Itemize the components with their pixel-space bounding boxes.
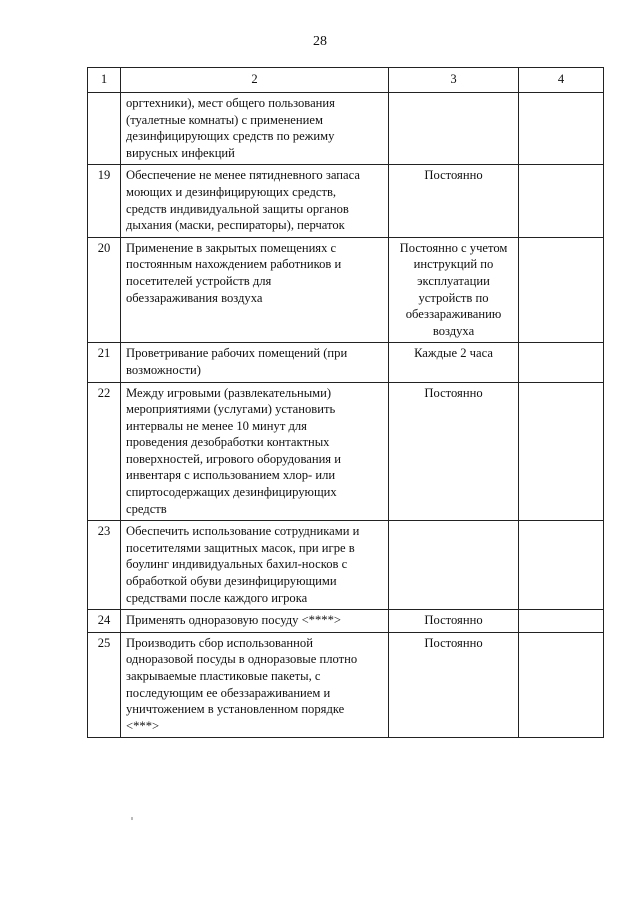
measure-description-line: Применять одноразовую посуду <****> xyxy=(126,613,341,628)
table-row xyxy=(88,382,604,521)
measure-description-line: дыхания (маски, респираторы), перчаток xyxy=(126,218,345,233)
frequency-line: устройств по xyxy=(418,290,489,305)
row-number-cell: 20 xyxy=(88,237,121,343)
note-cell xyxy=(519,165,604,237)
table-body xyxy=(88,93,604,738)
measure-description-line: Обеспечение не менее пятидневного запаса xyxy=(126,168,360,183)
measure-description-line: поверхностей, игрового оборудования и xyxy=(126,451,341,466)
measure-description-cell xyxy=(121,237,389,343)
row-number-cell: 19 xyxy=(88,165,121,237)
measure-description-line: Проветривание рабочих помещений (при xyxy=(126,346,348,361)
frequency-cell xyxy=(389,343,519,382)
row-number-cell: 21 xyxy=(88,343,121,382)
note-cell xyxy=(519,93,604,165)
table-row xyxy=(88,237,604,343)
measures-table xyxy=(87,67,604,738)
frequency-line: Постоянно xyxy=(424,613,483,628)
measure-description-line: боулинг индивидуальных бахил-носков с xyxy=(126,557,348,572)
measure-description-line: средств индивидуальной защиты органов xyxy=(126,201,349,216)
header-cell-1: 1 xyxy=(88,68,121,93)
measure-description-line: мероприятиями (услугами) установить xyxy=(126,402,336,417)
frequency-cell xyxy=(389,382,519,521)
measure-description-line: закрываемые пластиковые пакеты, с xyxy=(126,669,321,683)
measure-description-line: средствами после каждого игрока xyxy=(126,590,308,605)
frequency-cell xyxy=(389,521,519,610)
measure-description-line: посетителями защитных масок, при игре в xyxy=(126,540,355,555)
measure-description-cell xyxy=(121,165,389,237)
frequency-line: Постоянно xyxy=(424,635,483,650)
note-cell xyxy=(519,521,604,610)
frequency-cell xyxy=(389,632,519,738)
frequency-line: эксплуатации xyxy=(417,273,490,288)
measure-description-line: обработкой обуви дезинфицирующими xyxy=(126,574,337,589)
row-number-cell: 25 xyxy=(88,632,121,738)
table-row xyxy=(88,610,604,633)
page-number: 28 xyxy=(313,34,327,49)
frequency-cell xyxy=(389,237,519,343)
measure-description-line: дезинфицирующих средств по режиму xyxy=(126,129,335,144)
note-cell xyxy=(519,343,604,382)
note-cell xyxy=(519,237,604,343)
measure-description-line: Применение в закрытых помещениях с xyxy=(126,240,337,255)
table-row xyxy=(88,632,604,738)
measure-description-line: постоянным нахождением работников и xyxy=(126,257,342,272)
frequency-line: инструкций по xyxy=(413,257,494,272)
measure-description-line: проведения дезобработки контактных xyxy=(126,435,330,450)
row-number-cell: 23 xyxy=(88,521,121,610)
measure-description-line: посетителей устройств для xyxy=(126,273,272,288)
measure-description-line: Между игровыми (развлекательными) xyxy=(126,385,332,400)
frequency-cell xyxy=(389,165,519,237)
frequency-line: обеззараживанию xyxy=(405,307,502,322)
header-cell-3: 3 xyxy=(389,68,519,93)
measure-description-cell xyxy=(121,382,389,521)
header-cell-2: 2 xyxy=(121,68,389,93)
measure-description-cell xyxy=(121,521,389,610)
measure-description-cell xyxy=(121,343,389,382)
note-cell xyxy=(519,382,604,521)
measure-description-cell xyxy=(121,610,389,633)
measure-description-line: обеззараживания воздуха xyxy=(126,290,263,305)
note-cell xyxy=(519,610,604,633)
table-row xyxy=(88,343,604,382)
measure-description-line: Производить сбор использованной xyxy=(126,635,313,650)
measure-description-line: спиртосодержащих дезинфицирующих xyxy=(126,485,337,500)
table-header-row xyxy=(88,68,604,93)
frequency-cell xyxy=(389,93,519,165)
frequency-line: Постоянно xyxy=(424,385,483,400)
measure-description-line: (туалетные комнаты) с применением xyxy=(126,112,323,127)
measure-description-line: <***> xyxy=(126,718,160,733)
frequency-line: Каждые 2 часа xyxy=(414,346,493,361)
measure-description-line: возможности) xyxy=(126,362,201,377)
measure-description-line: интервалы не менее 10 минут для xyxy=(126,418,307,433)
measure-description-cell xyxy=(121,632,389,738)
frequency-line: воздуха xyxy=(432,323,475,338)
frequency-cell xyxy=(389,610,519,633)
measure-description-line: последующим ее обеззараживанием и xyxy=(126,685,331,700)
measure-description-line: вирусных инфекций xyxy=(126,145,235,160)
measure-description-line: моющих и дезинфицирующих средств, xyxy=(126,184,337,199)
frequency-line: Постоянно xyxy=(424,168,483,183)
measure-description-line: одноразовой посуды в одноразовые плотно xyxy=(126,652,358,667)
table-row xyxy=(88,521,604,610)
frequency-line: Постоянно с учетом xyxy=(399,240,508,255)
measure-description-line: уничтожением в установленном порядке xyxy=(126,702,345,717)
table-row xyxy=(88,165,604,237)
note-cell xyxy=(519,632,604,738)
row-number-cell: 22 xyxy=(88,382,121,521)
row-number-cell xyxy=(88,93,121,165)
measure-description-cell xyxy=(121,93,389,165)
header-cell-4: 4 xyxy=(519,68,604,93)
scan-speck xyxy=(131,817,133,820)
measure-description-line: средств xyxy=(126,501,167,516)
table-row xyxy=(88,93,604,165)
row-number-cell: 24 xyxy=(88,610,121,633)
measure-description-line: оргтехники), мест общего пользования xyxy=(126,96,335,110)
measure-description-line: инвентаря с использованием хлор- или xyxy=(126,468,336,483)
measure-description-line: Обеспечить использование сотрудниками и xyxy=(126,524,360,539)
